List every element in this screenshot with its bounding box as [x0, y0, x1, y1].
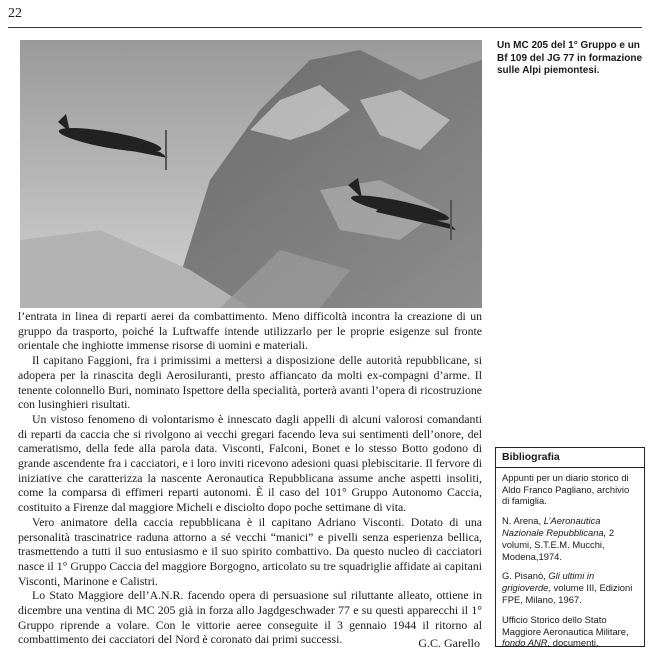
entry-title: fondo ANR, — [502, 637, 551, 649]
body-paragraph: Lo Stato Maggiore dell’A.N.R. facendo opera di persuasione sul riluttante alleato, ottiene in dicembre una ventina di MC 205 già in forza allo Jagdgeschwader 77 e su questi apparecchi il 1° Gruppo riprende a volare. Con le vittorie aeree conseguite il 3 gennaio 1944 il ritorno al combattimento dei cacciatori del Nord è coronato dai primi successi. — [18, 588, 482, 647]
bibliography-title: Bibliografia — [496, 448, 644, 468]
entry-text: G. Pisanò, — [502, 570, 549, 582]
page-number: 22 — [8, 6, 22, 21]
entry-title: Gli ultimi in grigioverde, — [502, 570, 595, 594]
bibliography-entry — [502, 472, 639, 507]
photo-caption: Un MC 205 del 1° Gruppo e un Bf 109 del JG 77 in formazione sulle Alpi piemontesi. — [497, 40, 643, 76]
entry-text: Appunti per un diario storico di Aldo Franco Pagliano, archivio di famiglia. — [502, 471, 630, 507]
bibliography-entry — [502, 515, 639, 562]
bibliography-list — [496, 468, 644, 649]
entry-text: documenti. — [550, 637, 599, 649]
aircraft-photo — [20, 40, 482, 308]
body-paragraph: Un vistoso fenomeno di volontarismo è innescato dagli appelli di alcuni valorosi comandanti di reparti da caccia che si rivolgono ai vecchi gregari facendo leva sui sentimenti dell’onore, del cameratismo, della fede alla parola data. Visconti, Falconi, Bonet e lo stesso Botto godono di grande ascendente fra i cacciatori, e i loro inviti ricevono adesioni quasi plebiscitarie. Il fervore di iniziative che caratterizza la nascente Aeronautica Repubblicana assume anche aspetti insoliti, come la comparsa di effimeri reparti autonomi. È il caso del 101° Gruppo Autonomo Caccia, costituito a Firenze dal maggiore Micheli e disciolto dopo poche settimane di vita. — [18, 411, 482, 515]
entry-text: N. Arena, — [502, 515, 544, 527]
header-rule — [8, 27, 642, 28]
author-signature: G.C. Garello — [418, 636, 480, 650]
body-paragraph: Vero animatore della caccia repubblicana è il capitano Adriano Visconti. Dotato di una personalità trascinatrice raduna attorno a sé vecchi “manici” e pivelli senza esperienza bellica, trasmettendo a tutti il suo entusiasmo e il suo spirito combattivo. Da questo nucleo di cacciatori nasce il 1° Gruppo Caccia del maggiore Borgogno, articolato su tre squadriglie affidate ai capitani Visconti, Marinone e Calistri. — [18, 514, 482, 588]
bibliography-entry — [502, 570, 639, 605]
bibliography-box — [495, 447, 645, 647]
photo-illustration — [20, 40, 482, 308]
entry-text: 2 volumi, S.T.E.M. Mucchi, Modena,1974. — [502, 526, 615, 562]
article-body — [18, 309, 482, 647]
entry-text: volume III, Edizioni FPE, Milano, 1967. — [502, 582, 633, 605]
entry-text: Ufficio Storico dello Stato Maggiore Aeronautica Militare, — [502, 613, 629, 637]
bibliography-entry — [502, 614, 639, 649]
body-paragraph: l’entrata in linea di reparti aerei da combattimento. Meno difficoltà incontra la creazione di un gruppo da trasporto, poiché la Luftwaffe intende utilizzarlo per le proprie esigenze sul fronte orientale che inghiotte immense risorse di uomini e materiali. — [18, 309, 482, 353]
entry-title: L’Aeronautica Nazionale Repubblicana, — [502, 515, 607, 538]
body-paragraph: Il capitano Faggioni, fra i primissimi a mettersi a disposizione delle autorità repubblicane, si adopera per la rinascita degli Aerosiluranti, presto affiancato da molti ex-compagni d’arme. Il tenente colonnello Buri, nominato Ispettore della specialità, porterà avanti l’opera di ricostruzione con lusinghieri risultati. — [18, 353, 482, 412]
